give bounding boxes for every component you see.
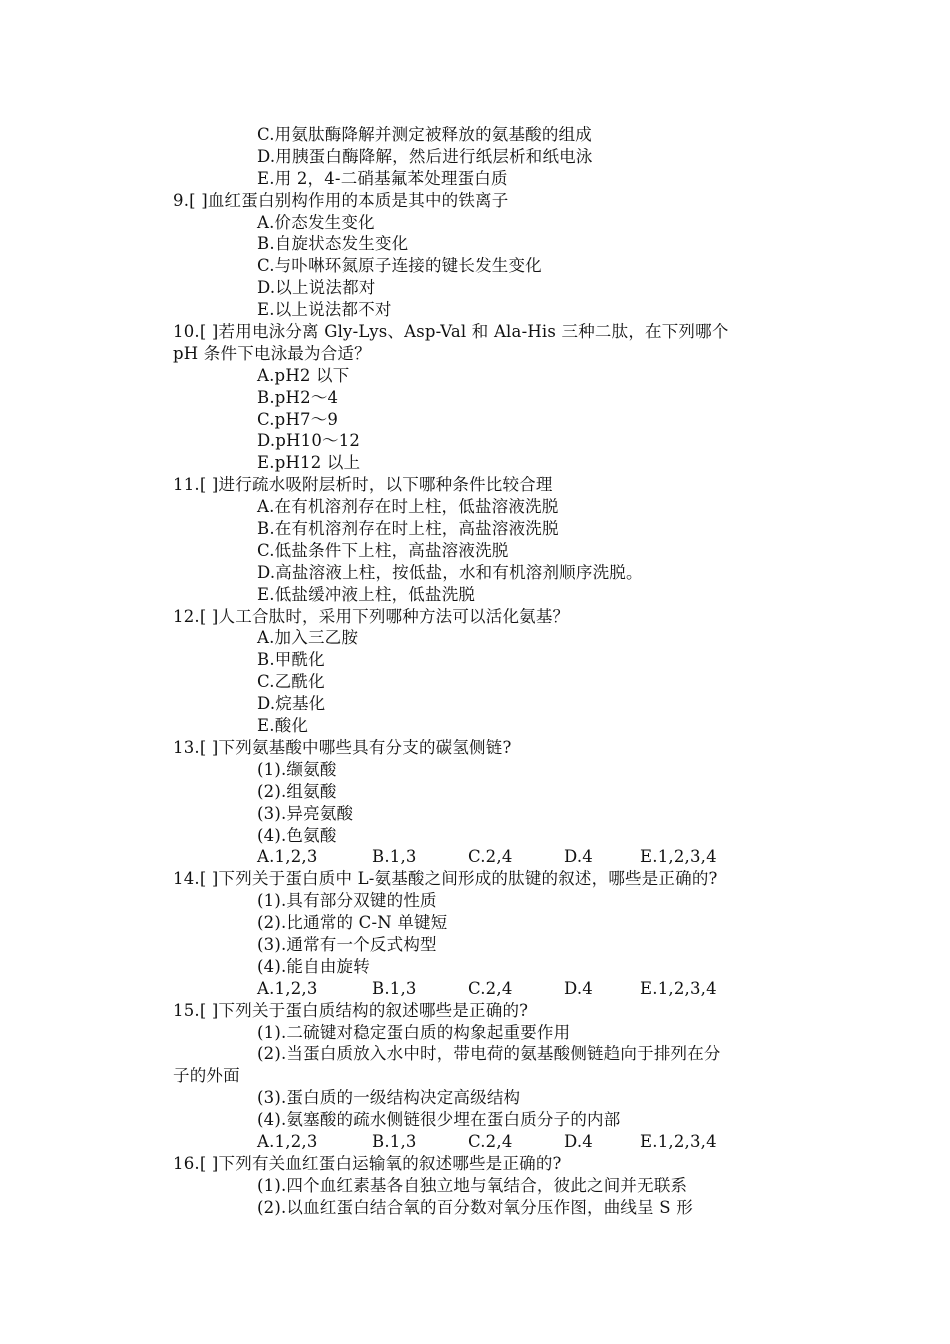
q14-answer-c: C.2,4 [468,978,513,998]
q10-stem-continued: pH 条件下电泳最为合适？ [173,343,371,363]
q9-option-c: C.与卟啉环氮原子连接的键长发生变化 [257,256,542,276]
q15-answer-a: A.1,2,3 [257,1131,318,1151]
q8-option-d: D.用胰蛋白酶降解，然后进行纸层析和纸电泳 [257,146,593,166]
q14-item-1: (1).具有部分双键的性质 [257,891,437,911]
q13-stem: 13.[ ]下列氨基酸中哪些具有分支的碳氢侧链? [173,737,512,757]
q10-option-d: D.pH10～12 [257,431,361,451]
q14-stem: 14.[ ]下列关于蛋白质中 L-氨基酸之间形成的肽键的叙述，哪些是正确的? [173,869,718,889]
q15-answer-b: B.1,3 [372,1131,417,1151]
q12-option-c: C.乙酰化 [257,672,325,692]
q14-answer-a: A.1,2,3 [257,978,318,998]
q13-answer-choices [173,846,813,868]
q14-item-4: (4).能自由旋转 [257,956,370,976]
q15-answer-c: C.2,4 [468,1131,513,1151]
q15-stem: 15.[ ]下列关于蛋白质结构的叙述哪些是正确的? [173,1000,529,1020]
q11-option-d: D.高盐溶液上柱，按低盐，水和有机溶剂顺序洗脱。 [257,562,643,582]
q11-stem: 11.[ ]进行疏水吸附层析时，以下哪种条件比较合理 [173,475,553,495]
q14-item-3: (3).通常有一个反式构型 [257,934,437,954]
q13-item-2: (2).组氨酸 [257,781,337,801]
q9-stem: 9.[ ]血红蛋白别构作用的本质是其中的铁离子 [173,190,509,210]
q9-option-a: A.价态发生变化 [257,212,375,232]
q16-item-1: (1).四个血红素基各自独立地与氧结合，彼此之间并无联系 [257,1175,688,1195]
document-body [173,124,813,1219]
q14-answer-choices [173,978,813,1000]
q13-answer-e: E.1,2,3,4 [640,847,717,867]
q13-item-3: (3).异亮氨酸 [257,803,354,823]
q11-option-b: B.在有机溶剂存在时上柱，高盐溶液洗脱 [257,519,559,539]
q10-option-b: B.pH2～4 [257,387,339,407]
q15-item-2-continued: 子的外面 [173,1066,240,1086]
q9-option-d: D.以上说法都对 [257,278,376,298]
q14-answer-e: E.1,2,3,4 [640,978,717,998]
q10-option-a: A.pH2 以下 [257,365,350,385]
q10-option-c: C.pH7～9 [257,409,339,429]
q12-option-b: B.甲酰化 [257,650,325,670]
q12-option-e: E.酸化 [257,716,309,736]
q15-answer-d: D.4 [564,1131,593,1151]
q14-answer-b: B.1,3 [372,978,417,998]
q13-answer-b: B.1,3 [372,847,417,867]
q10-stem: 10.[ ]若用电泳分离 Gly-Lys、Asp-Val 和 Ala-His 三种二肽，在下列哪个 [173,322,729,342]
q14-item-2: (2).比通常的 C-N 单键短 [257,913,448,933]
q13-answer-c: C.2,4 [468,847,513,867]
q12-option-a: A.加入三乙胺 [257,628,359,648]
q8-option-c: C.用氨肽酶降解并测定被释放的氨基酸的组成 [257,125,592,144]
q12-option-d: D.烷基化 [257,694,326,714]
q9-option-e: E.以上说法都不对 [257,300,392,320]
q13-item-4: (4).色氨酸 [257,825,337,845]
q15-item-2: (2).当蛋白质放入水中时，带电荷的氨基酸侧链趋向于排列在分 [257,1044,721,1064]
q9-option-b: B.自旋状态发生变化 [257,234,409,254]
q8-option-e: E.用 2，4-二硝基氟苯处理蛋白质 [257,168,508,188]
q13-item-1: (1).缬氨酸 [257,759,337,779]
q15-item-1: (1).二硫键对稳定蛋白质的构象起重要作用 [257,1022,571,1042]
q13-answer-d: D.4 [564,847,593,867]
q12-stem: 12.[ ]人工合肽时，采用下列哪种方法可以活化氨基？ [173,606,570,626]
q15-answer-e: E.1,2,3,4 [640,1131,717,1151]
q14-answer-d: D.4 [564,978,593,998]
q15-item-4: (4).氨塞酸的疏水侧链很少埋在蛋白质分子的内部 [257,1110,621,1130]
q11-option-c: C.低盐条件下上柱，高盐溶液洗脱 [257,540,509,560]
q16-stem: 16.[ ]下列有关血红蛋白运输氧的叙述哪些是正确的? [173,1153,562,1173]
q16-item-2: (2).以血红蛋白结合氧的百分数对氧分压作图，曲线呈 S 形 [257,1197,693,1217]
q11-option-a: A.在有机溶剂存在时上柱，低盐溶液洗脱 [257,497,559,517]
q15-item-3: (3).蛋白质的一级结构决定高级结构 [257,1088,521,1108]
q13-answer-a: A.1,2,3 [257,847,318,867]
q10-option-e: E.pH12 以上 [257,453,361,473]
q11-option-e: E.低盐缓冲液上柱，低盐洗脱 [257,584,476,604]
q15-answer-choices [173,1131,813,1153]
